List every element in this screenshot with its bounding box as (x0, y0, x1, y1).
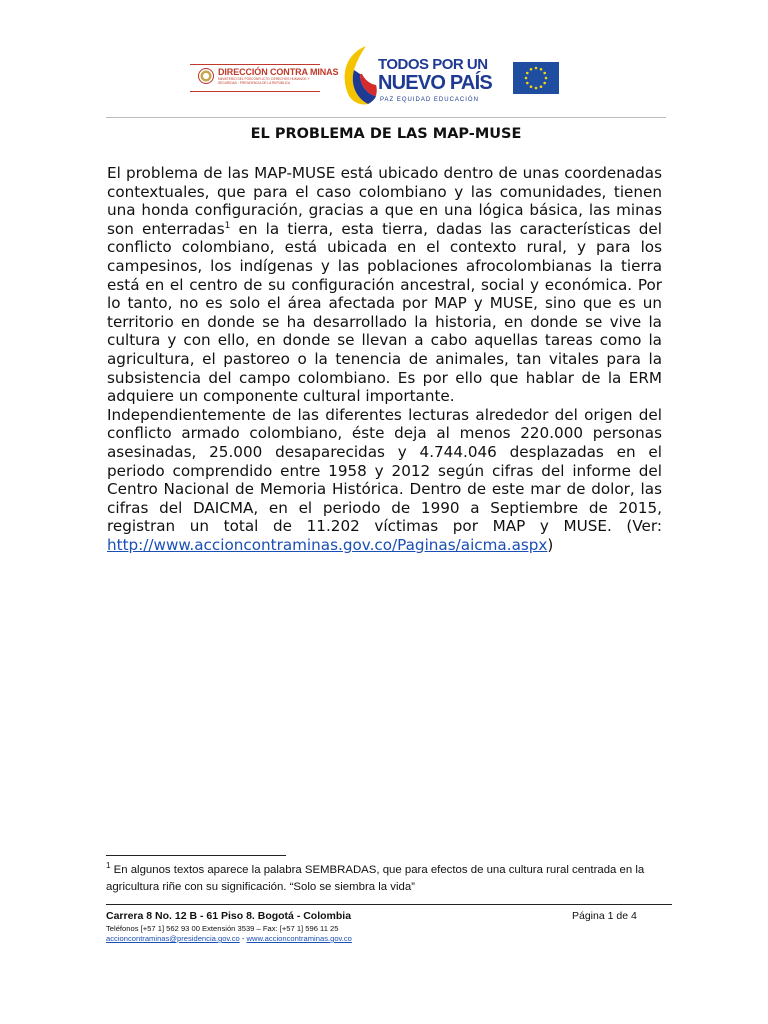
page-header (0, 0, 768, 118)
logo-line-1: TODOS POR UN (378, 56, 488, 73)
todos-por-un-nuevo-pais-logo (338, 42, 492, 108)
page-number: Página 1 de 4 (572, 910, 637, 922)
paragraph-2 (107, 406, 662, 555)
dcm-logo-subtitle: MINISTERIO DEL POSCONFLICTO, DERECHOS HUMANOS Y SEGURIDAD · PRESIDENCIA DE LA REPÚBLICA (218, 77, 310, 85)
tricolor-swoosh-icon (338, 44, 378, 106)
header-divider (106, 117, 666, 118)
paragraph-1-text-a: El problema de las MAP-MUSE está ubicado dentro de unas coordenadas contextuales, que para el caso colombiano y las comunidades, tienen una honda configuración, gracias a que en una lógica básica, las minas son enterradas (107, 164, 662, 238)
footer-links (106, 934, 352, 943)
email-link[interactable]: accioncontraminas@presidencia.gov.co (106, 934, 240, 943)
footer-divider (106, 904, 672, 905)
footer-address: Carrera 8 No. 12 B - 61 Piso 8. Bogotá - Colombia (106, 910, 352, 922)
paragraph-2-text: Independientemente de las diferentes lecturas alrededor del origen del conflicto armado colombiano, éste deja al menos 220.000 personas asesinadas, 25.000 desaparecidas y 4.744.046 desplazadas en el periodo comprendido entre 1958 y 2012 según cifras del informe del Centro Nacional de Memoria Histórica. Dentro de este mar de dolor, las cifras del DAICMA, en el periodo de 1990 a Septiembre de 2015, registran un total de 11.202 víctimas por MAP y MUSE. (Ver: (107, 405, 662, 536)
colombia-seal-icon (198, 68, 214, 84)
document-title: EL PROBLEMA DE LAS MAP-MUSE (250, 126, 522, 142)
website-link[interactable]: www.accioncontraminas.gov.co (246, 934, 352, 943)
eu-stars-icon (513, 62, 559, 94)
paragraph-1-text-b: en la tierra, esta tierra, dadas las características del conflicto colombiano, está ubicada en el contexto rural, y para los campesinos, los indígenas y las poblaciones afrocolombianas la tierra está en el centro de su configuración ancestral, social y económica. Por lo tanto, no es solo el área afectada por MAP y MUSE, sino que es un territorio en donde se ha desarrollado la historia, en donde se vive la cultura y con ello, en donde se llevan a cabo aquellas tareas como la agricultura, el pastoreo o la tenencia de animales, tan vitales para la subsistencia del campo colombiano. Es por ello que hablar de la ERM adquiere un componente cultural importante. (107, 219, 662, 406)
paragraph-2-close: ) (547, 535, 554, 554)
footer-phones: Teléfonos [+57 1] 562 93 00 Extensión 3539 – Fax: [+57 1] 596 11 25 (106, 924, 339, 933)
logo-line-2: NUEVO PAÍS (378, 72, 492, 94)
dcm-logo-title: DIRECCIÓN CONTRA MINAS (218, 67, 339, 77)
footnote-text: En algunos textos aparece la palabra SEMBRADAS, que para efectos de una cultura rural centrada en la agricultura riñe con su significación. “Solo se siembra la vida” (106, 864, 645, 893)
footnote-reference[interactable]: 1 (224, 220, 231, 231)
document-body (107, 164, 662, 554)
direccion-contra-minas-logo (190, 64, 339, 92)
footer-link-separator: - (239, 934, 247, 943)
footnote-marker: 1 (106, 861, 111, 871)
footnote-divider (106, 855, 286, 856)
aicma-link[interactable]: http://www.accioncontraminas.gov.co/Paginas/aicma.aspx (107, 535, 548, 554)
logo-tagline: PAZ EQUIDAD EDUCACIÓN (380, 97, 479, 103)
paragraph-1 (107, 164, 662, 406)
european-union-flag-icon (513, 62, 559, 94)
footnote (106, 862, 666, 896)
